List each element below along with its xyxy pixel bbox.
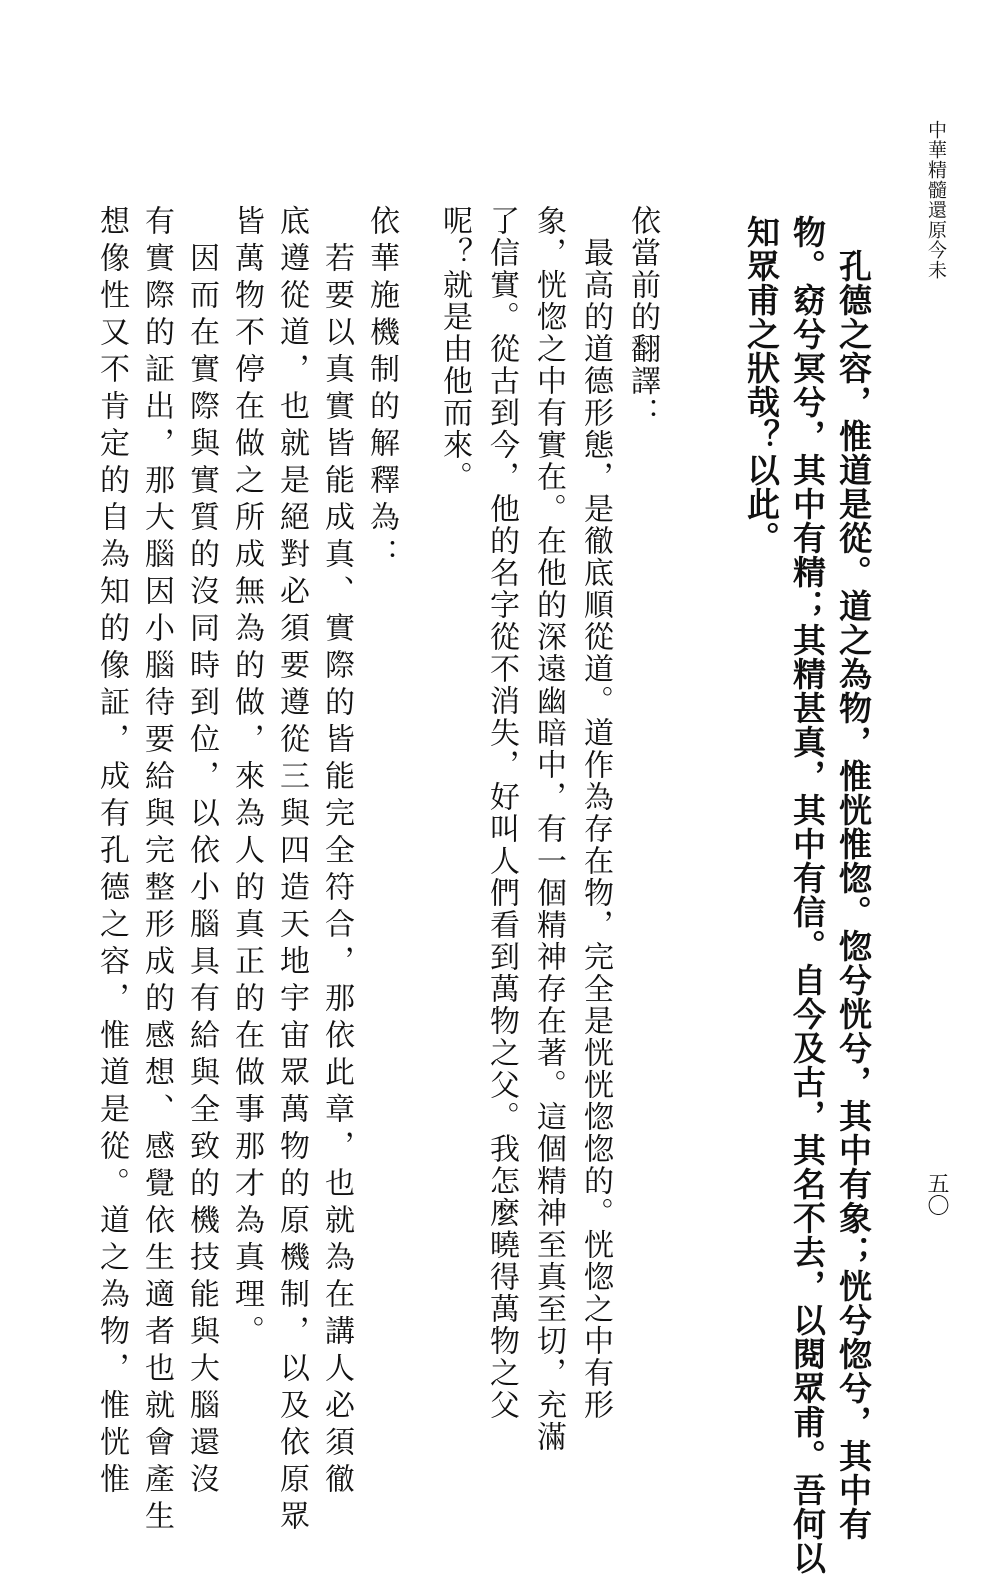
quote-line: 物。窈兮冥兮，其中有精；其精甚真，其中有信。自今及古，其名不去，以閱眾甫。吾何以: [788, 215, 827, 1575]
translation-line: 了信實。從古到今，他的名字從不消失，好叫人們看到萬物之父。我怎麼曉得萬物之父: [484, 205, 519, 1421]
quote-line: 知眾甫之狀哉？以此。: [742, 215, 781, 555]
translation-line: 呢？就是由他而來。: [437, 205, 472, 493]
translation-heading: 依當前的翻譯：: [625, 205, 660, 429]
translation-line: 象，恍惚之中有實在。在他的深遠幽暗中，有一個精神存在著。這個精神至真至切，充滿: [531, 205, 566, 1453]
translation-line: 最高的道德形態，是徹底順從道。道作為存在物，完全是恍恍惚惚的。恍惚之中有形: [578, 205, 613, 1421]
explanation-line: 想像性又不肯定的自為知的像証，成有孔德之容，惟道是從。道之為物，惟恍惟: [94, 205, 129, 1500]
explanation-line: 皆萬物不停在做之所成無為的做，來為人的真正的在做事那才為真理。: [229, 205, 264, 1352]
explanation-line: 若要以真實皆能成真、實際的皆能完全符合，那依此章，也就為在講人必須徹: [319, 205, 354, 1500]
explanation-line: 因而在實際與實質的沒同時到位，以依小腦具有給與全致的機技能與大腦還沒: [184, 205, 219, 1500]
translation-section: [431, 205, 666, 1453]
page-number: 五〇: [924, 1172, 949, 1216]
explanation-section: [89, 205, 404, 1537]
explanation-line: 底遵從道，也就是絕對必須要遵從三與四造天地宇宙眾萬物的原機制，以及依原眾: [274, 205, 309, 1537]
explanation-line: 有實際的証出，那大腦因小腦待要給與完整形成的感想、感覺依生適者也就會產生: [139, 205, 174, 1537]
book-title-header: 中華精髓還原今未: [925, 120, 947, 280]
classical-quote: [738, 215, 876, 1575]
quote-line: 孔德之容，惟道是從。道之為物，惟恍惟惚。惚兮恍兮，其中有象；恍兮惚兮，其中有: [834, 215, 873, 1541]
explanation-heading: 依華施機制的解釋為：: [364, 205, 399, 575]
